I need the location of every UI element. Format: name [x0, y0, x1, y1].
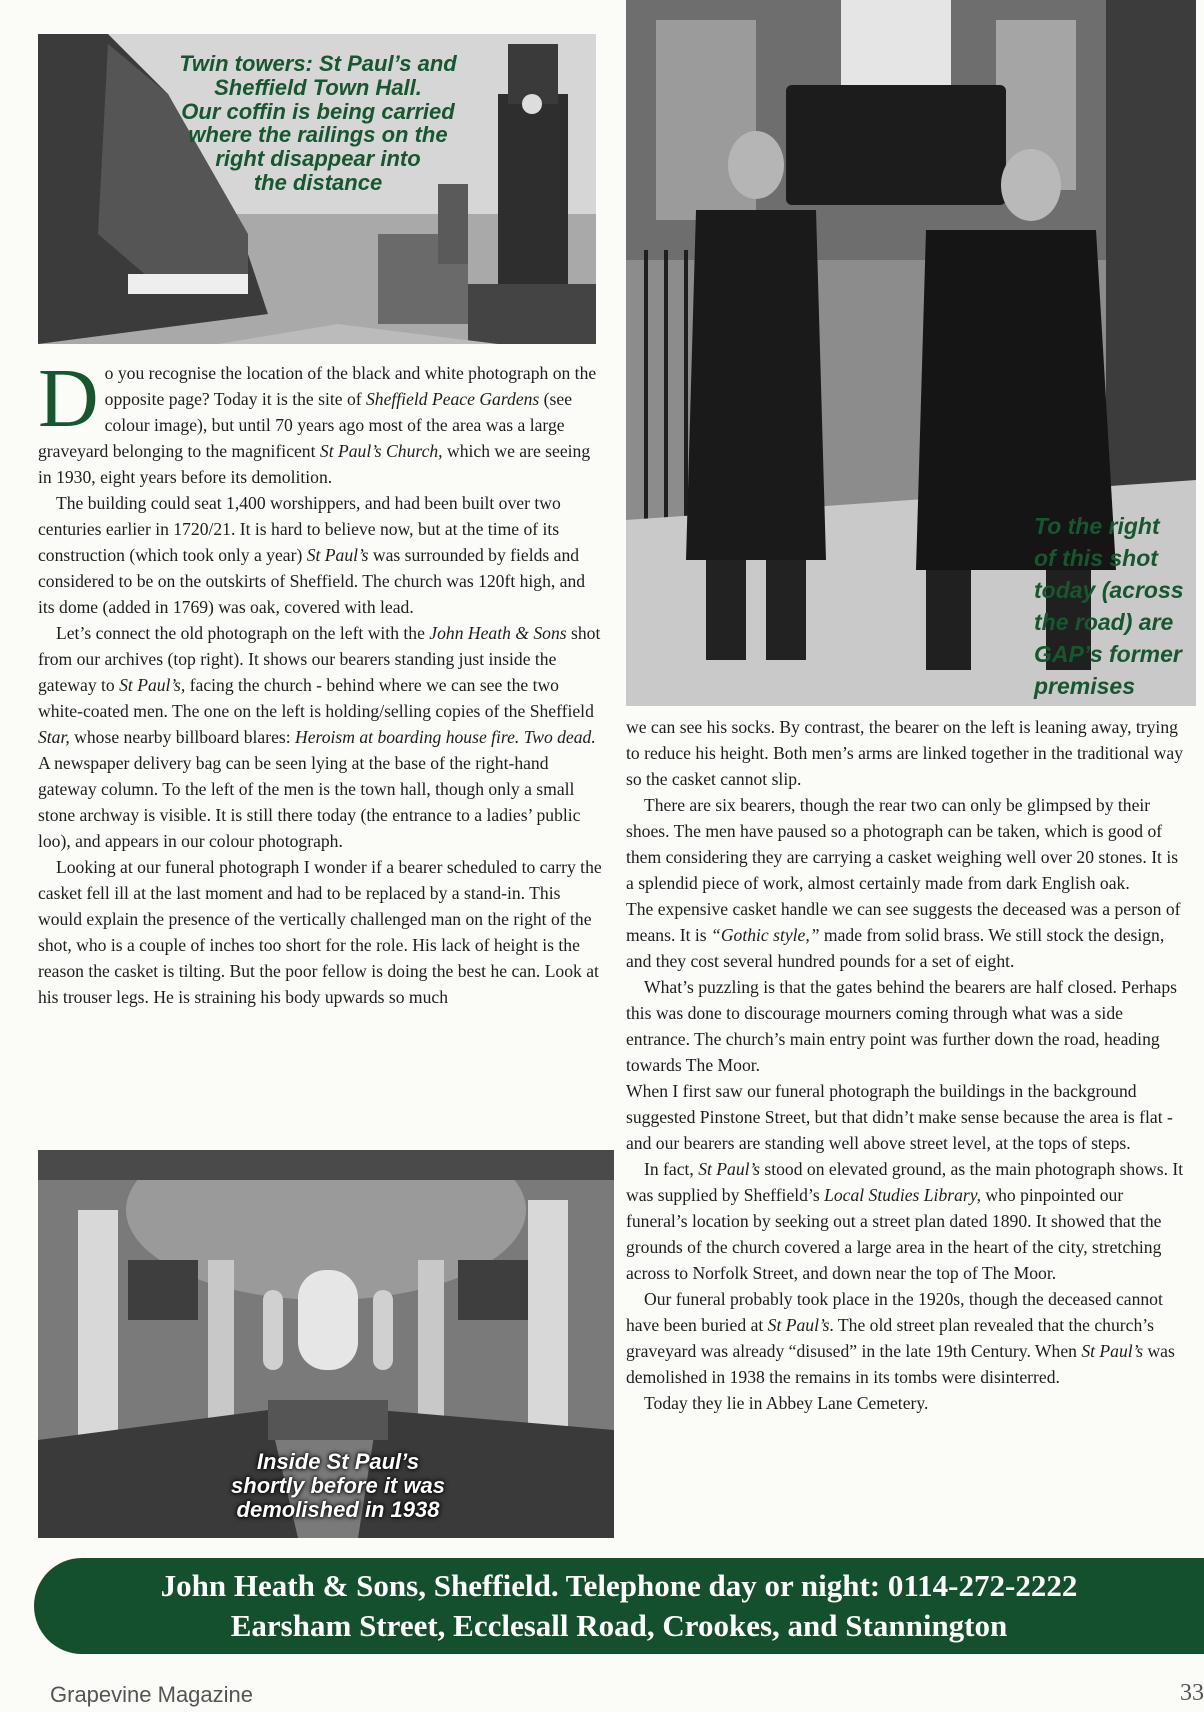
caption-line: shortly before it was: [231, 1472, 445, 1498]
caption-line: the distance: [253, 169, 383, 195]
text: St Paul’s Church,: [319, 441, 443, 461]
caption-line: Inside St Paul’s: [256, 1449, 420, 1474]
caption-line: To the right: [1034, 513, 1160, 539]
article-paragraph: What’s puzzling is that the gates behind the bearers are half closed. Perhaps this was done to discourage mourners coming through what was a side entrance. The church’s main entry point was further down the road, heading towards The Moor.: [626, 977, 1178, 1075]
caption-line: Our coffin is being carried: [181, 98, 455, 124]
drop-cap: D: [38, 352, 99, 445]
text: Let’s connect the old photograph on the left with the: [56, 623, 430, 643]
caption-line: of this shot: [1034, 545, 1158, 571]
church-interior-caption: [208, 1450, 468, 1521]
magazine-name: Grapevine Magazine: [50, 1682, 254, 1707]
church-interior-photo: [38, 1150, 614, 1538]
text: “Gothic style,”: [711, 925, 820, 945]
article-paragraph: [626, 1286, 1186, 1390]
text: St Paul’s: [1081, 1341, 1144, 1361]
text: who pinpointed our funeral’s location by seeking out a street plan dated 1890. It showed that the grounds of the church covered a large area in the heart of the city, stretching across to Norfolk Street, and down near the top of The Moor.: [626, 1185, 1162, 1283]
caption-line: Sheffield Town Hall.: [214, 74, 422, 100]
banner-line-2: Earsham Street, Ecclesall Road, Crookes, and Stannington: [230, 1608, 1008, 1643]
article-paragraph: [38, 490, 602, 620]
banner-line-1: John Heath & Sons, Sheffield. Telephone day or night: 0114-272-2222: [160, 1568, 1078, 1603]
article-paragraph: When I first saw our funeral photograph the buildings in the background suggested Pinstone Street, but that didn’t make sense because the area is flat - and our bearers are standing well above street level, at the tops of steps.: [626, 1081, 1173, 1153]
caption-line: where the railings on the: [188, 122, 448, 148]
text: A newspaper delivery bag can be seen lying at the base of the right-hand gateway column. To the left of the men is the town hall, though only a small stone archway is visible. It is still there today (the entrance to a ladies’ public loo), and appears in our colour photograph.: [38, 753, 581, 851]
caption-line: right disappear into: [215, 146, 421, 171]
caption-line: premises: [1034, 673, 1136, 699]
caption-line: the road) are: [1034, 609, 1174, 635]
article-paragraph: Looking at our funeral photograph I wonder if a bearer scheduled to carry the casket fell ill at the last moment and had to be replaced by a stand-in. This would explain the presence of the vertically challenged man on the right of the shot, who is a couple of inches too short for the role. His lack of height is the reason the casket is tilting. But the poor fellow is doing the best he can. Look at his trouser legs. He is straining his body upwards so much: [38, 857, 602, 1007]
text: was surrounded by fields and considered to be on the outskirts of Sheffield. The church was 120ft high, and its dome (added in 1769) was oak, covered with lead.: [38, 545, 586, 617]
text: made from solid brass. We still stock the design, and they cost several hundred pounds for a set of eight.: [626, 925, 1165, 971]
text: stood on elevated ground, as the main photograph shows. It was supplied by Sheffield’s: [626, 1159, 1184, 1205]
article-paragraph: [626, 1156, 1186, 1286]
text: whose nearby billboard blares:: [69, 727, 296, 747]
text: facing the church - behind where we can see the two white-coated men. The one on the left is holding/selling copies of the Sheffield: [38, 675, 594, 721]
caption-line: GAP’s former: [1034, 641, 1182, 667]
caption-line: today (across: [1034, 577, 1184, 603]
article-left-column: [38, 352, 602, 1010]
article-paragraph: [626, 896, 1186, 974]
article-paragraph: Today they lie in Abbey Lane Cemetery.: [644, 1393, 929, 1413]
text: In fact,: [644, 1159, 699, 1179]
text: o you recognise the location of the black and white photograph on the opposite page? Today it is the site of: [104, 363, 597, 409]
article-paragraph: [38, 620, 602, 854]
article-right-column: [626, 714, 1186, 1416]
text: which we are seeing in 1930, eight years before its demolition.: [38, 441, 591, 487]
text: The expensive casket handle we can see suggests the deceased was a person of means. It is: [626, 899, 1181, 945]
text: . The old street plan revealed that the church’s graveyard was already “disused” in the late 19th Century. When: [626, 1315, 1154, 1361]
text: Our funeral probably took place in the 1920s, though the deceased cannot have been buried at: [626, 1289, 1163, 1335]
article-paragraph: There are six bearers, though the rear two can only be glimpsed by their shoes. The men have paused so a photograph can be taken, which is good of them considering they are carrying a casket weighing well over 20 stones. It is a splendid piece of work, almost certainly made from dark English oak.: [626, 795, 1179, 893]
text: Sheffield Peace Gardens: [366, 389, 540, 409]
bearers-photo-caption: [1034, 510, 1194, 702]
text: shot from our archives (top right). It shows our bearers standing just inside the gateway to: [38, 623, 601, 695]
bearers-photo: [626, 0, 1196, 706]
text: was demolished in 1938 the remains in its tombs were disinterred.: [626, 1341, 1175, 1387]
caption-line: demolished in 1938: [236, 1496, 440, 1522]
text: Star,: [38, 727, 70, 747]
text: The building could seat 1,400 worshippers, and had been built over two centuries earlier in 1720/21. It is hard to believe now, but at the time of its construction (which took only a year): [38, 493, 561, 565]
caption-line: Twin towers: St Paul’s and: [179, 51, 457, 76]
text: St Paul’s: [306, 545, 369, 565]
text: (see colour image), but until 70 years ago most of the area was a large graveyard belonging to the magnificent: [38, 389, 573, 461]
article-paragraph: [38, 352, 602, 490]
contact-banner: [34, 1558, 1204, 1654]
street-photo: [38, 34, 596, 344]
text: John Heath & Sons: [429, 623, 567, 643]
page-number: 33: [1180, 1680, 1204, 1706]
text: Heroism at boarding house fire. Two dead.: [295, 727, 596, 747]
text: St Paul’s: [767, 1315, 830, 1335]
article-paragraph: we can see his socks. By contrast, the bearer on the left is leaning away, trying to reduce his height. Both men’s arms are linked together in the traditional way so the casket cannot slip.: [626, 717, 1183, 789]
text: St Paul’s,: [119, 675, 186, 695]
street-photo-caption: [158, 52, 478, 195]
text: Local Studies Library,: [824, 1185, 981, 1205]
text: St Paul’s: [698, 1159, 760, 1179]
